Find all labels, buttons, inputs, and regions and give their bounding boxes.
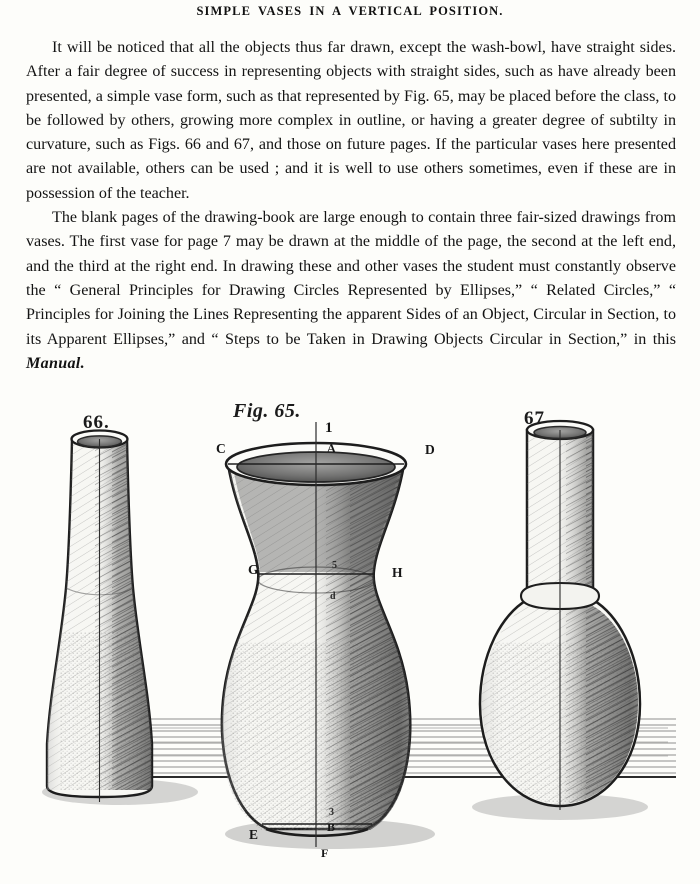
point-label-c: C xyxy=(216,441,226,456)
manual-emphasis: Manual. xyxy=(26,354,85,372)
point-label-h: H xyxy=(392,565,403,580)
point-label-small-1: 5 xyxy=(332,560,337,571)
paragraph-2-text: The blank pages of the drawing-book are large enough to contain three fair-sized drawings from vases. The first vase for page 7 may be drawn at the middle of the page, the second at the left end, and the third at the right end. In drawing these and other vases the student must constantly observe the “ General Principles for Drawing Circles Represented by Ellipses,” “ Related Circles,” “ Principles for Joining the Lines Representing the apparent Sides of an Object, Circular in Section, to its Apparent Ellipses,” and “ Steps to be Taken in Drawing Objects Circular in Section,” in this xyxy=(26,209,676,348)
running-head: SIMPLE VASES IN A VERTICAL POSITION. xyxy=(196,4,504,18)
body-text-block xyxy=(26,36,676,376)
figure-label-67: 67 xyxy=(524,408,545,429)
point-label-d: D xyxy=(425,442,435,457)
point-label-tick-top: 1 xyxy=(325,420,333,436)
figure-caption-65: Fig. 65. xyxy=(233,400,301,422)
paragraph-1: It will be noticed that all the objects thus far drawn, except the wash-bowl, have straight sides. After a fair degree of success in representing objects with straight sides, such as have already been presented, a simple vase form, such as that represented by Fig. 65, may be placed before the class, to be followed by others, growing more complex in outline, or having a greater degree of subtilty in curvature, such as Figs. 66 and 67, and those on future pages. If the particular vases here presented are not available, others can be used ; and it is well to use others sometimes, even if these are in possession of the teacher. xyxy=(26,39,676,202)
point-label-small-3: 3 xyxy=(329,807,334,818)
point-label-small-2: d xyxy=(330,591,336,602)
vases-illustration xyxy=(0,392,700,884)
vases-drawing xyxy=(0,392,700,884)
point-label-g: G xyxy=(248,562,259,577)
figure-label-66: 66. xyxy=(83,412,110,433)
point-label-f: F xyxy=(321,846,329,860)
point-label-b: B xyxy=(327,820,336,834)
point-label-e: E xyxy=(249,827,259,842)
paragraph-2 xyxy=(26,206,676,376)
point-label-a: A xyxy=(327,441,336,455)
vase-67 xyxy=(470,421,656,822)
vase-65 xyxy=(210,422,435,852)
